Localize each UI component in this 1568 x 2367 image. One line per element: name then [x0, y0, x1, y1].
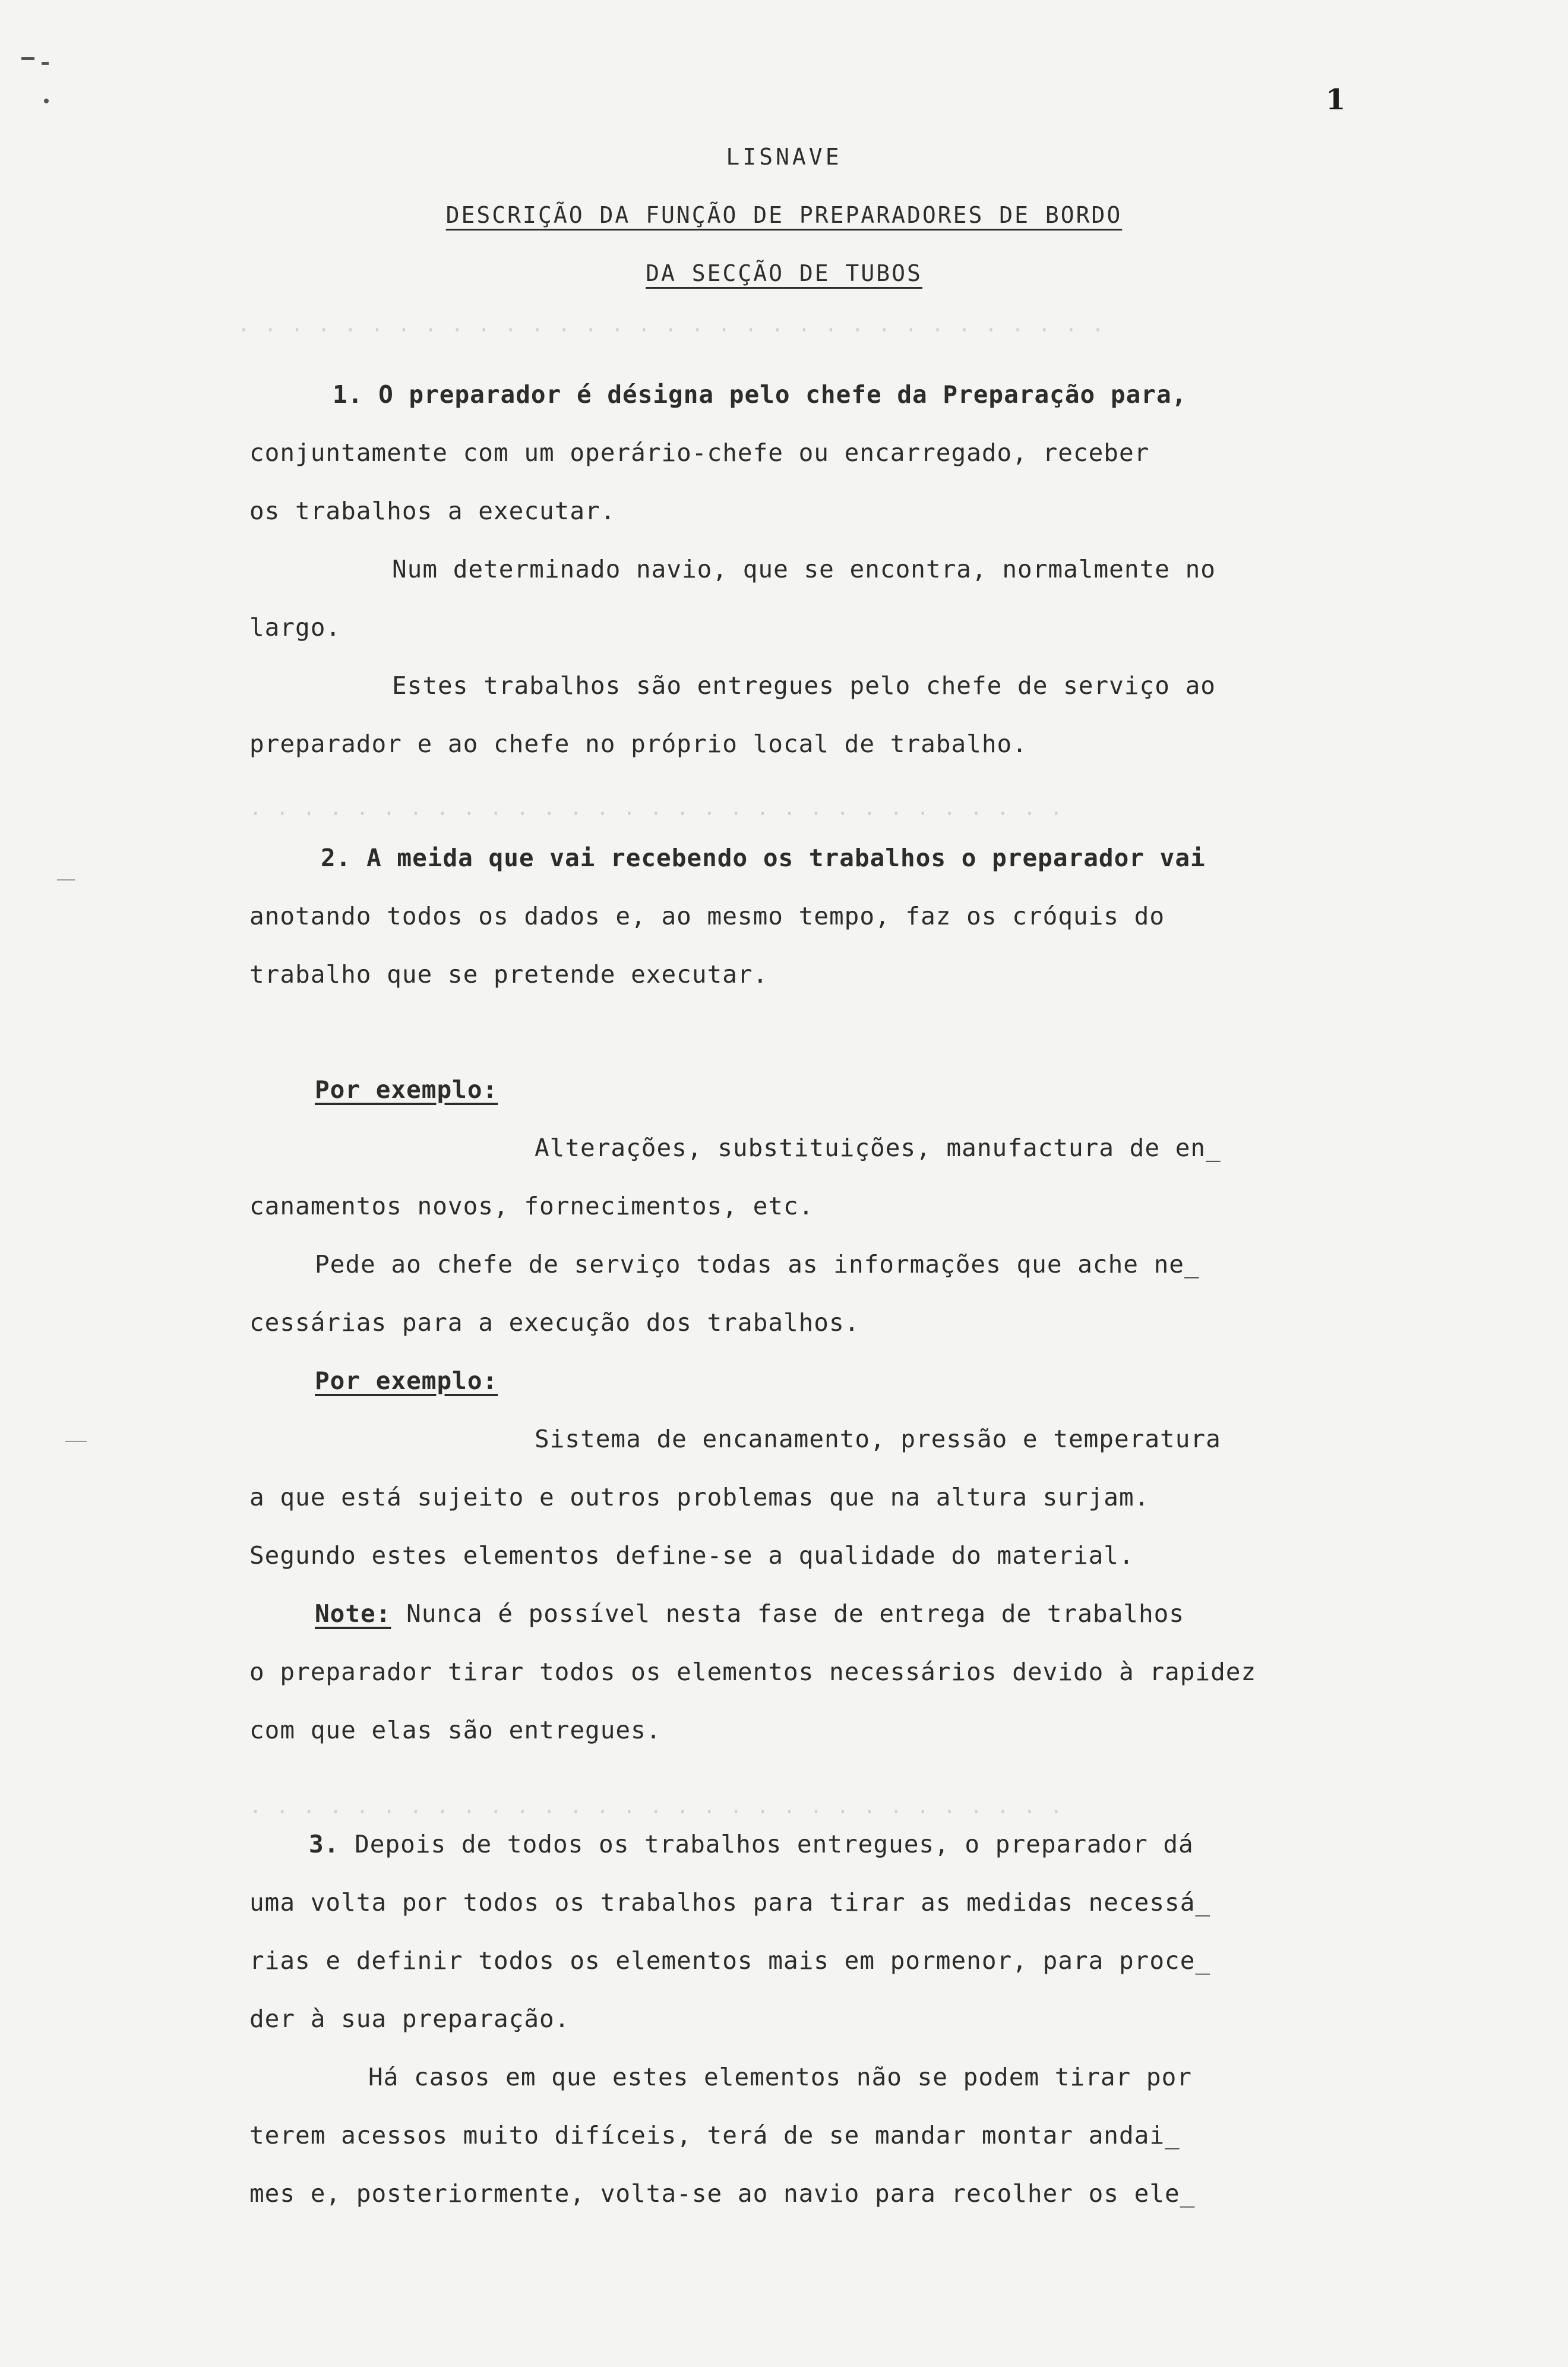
bleed-through-text: · · · · · · · · · · · · · · · · · · · · · · · · · · · · · · · — [249, 802, 1064, 826]
text-line: com que elas são entregues. — [249, 1716, 662, 1744]
section-number: 3. — [309, 1830, 340, 1858]
example-label: Por exemplo: — [315, 1075, 498, 1104]
bleed-through-text: · · · · · · · · · · · · · · · · · · · · · · · · · · · · · · · — [249, 1800, 1064, 1824]
example-label: Por exemplo: — [315, 1366, 498, 1395]
document-subtitle: DA SECÇÃO DE TUBOS — [646, 260, 922, 286]
text-line: a que está sujeito e outros problemas que na altura surjam. — [249, 1483, 1150, 1511]
text-line: canamentos novos, fornecimentos, etc. — [249, 1192, 814, 1220]
text-line: Alterações, substituições, manufactura de en_ — [535, 1134, 1221, 1162]
text-line: Note: Nunca é possível nesta fase de entrega de trabalhos — [315, 1599, 1184, 1628]
section-number: 2. — [321, 844, 352, 872]
text-line: Há casos em que estes elementos não se podem tirar por — [368, 2063, 1192, 2091]
note-label: Note: — [315, 1599, 391, 1628]
scan-mark — [42, 62, 49, 65]
text-line: Segundo estes elementos define-se a qualidade do material. — [249, 1541, 1134, 1570]
scan-mark — [65, 1441, 87, 1442]
text-line: os trabalhos a executar. — [249, 497, 616, 525]
section-number: 1. — [333, 380, 363, 409]
scan-mark — [44, 99, 49, 103]
text-line: trabalho que se pretende executar. — [249, 960, 769, 989]
text-line: preparador e ao chefe no próprio local de trabalho. — [249, 730, 1028, 758]
text-line: Estes trabalhos são entregues pelo chefe de serviço ao — [392, 671, 1216, 700]
scan-mark — [21, 57, 34, 60]
page-number: 1 — [1326, 83, 1346, 116]
text-line: Pede ao chefe de serviço todas as informações que ache ne_ — [315, 1250, 1200, 1279]
company-heading: LISNAVE — [726, 144, 842, 170]
text-line: cessárias para a execução dos trabalhos. — [249, 1308, 860, 1337]
text-line: rias e definir todos os elementos mais em pormenor, para proce_ — [249, 1946, 1211, 1975]
text-line: mes e, posteriormente, volta-se ao navio para recolher os ele_ — [249, 2179, 1196, 2208]
bleed-through-text: · · · · · · · · · · · · · · · · · · · · · · · · · · · · · · · · · — [238, 318, 1105, 342]
text-line: anotando todos os dados e, ao mesmo tempo, faz os cróquis do — [249, 902, 1165, 930]
text-line: terem acessos muito difíceis, terá de se mandar montar andai_ — [249, 2121, 1180, 2150]
text-line: conjuntamente com um operário-chefe ou encarregado, receber — [249, 438, 1150, 467]
text-line: 1. O preparador é désigna pelo chefe da Preparação para, — [333, 380, 1187, 409]
text-line: 2. A meida que vai recebendo os trabalhos o preparador vai — [321, 844, 1206, 872]
text-line: 3. Depois de todos os trabalhos entregues, o preparador dá — [309, 1830, 1194, 1858]
text-line: Num determinado navio, que se encontra, normalmente no — [392, 555, 1216, 583]
text-line: Sistema de encanamento, pressão e temperatura — [535, 1425, 1221, 1453]
scan-mark — [57, 879, 75, 880]
text-line: der à sua preparação. — [249, 2005, 570, 2033]
document-title: DESCRIÇÃO DA FUNÇÃO DE PREPARADORES DE BORDO — [445, 202, 1123, 228]
text-line: uma volta por todos os trabalhos para tirar as medidas necessá_ — [249, 1888, 1211, 1917]
text-line: largo. — [249, 613, 342, 642]
text-line: o preparador tirar todos os elementos necessários devido à rapidez — [249, 1658, 1257, 1686]
